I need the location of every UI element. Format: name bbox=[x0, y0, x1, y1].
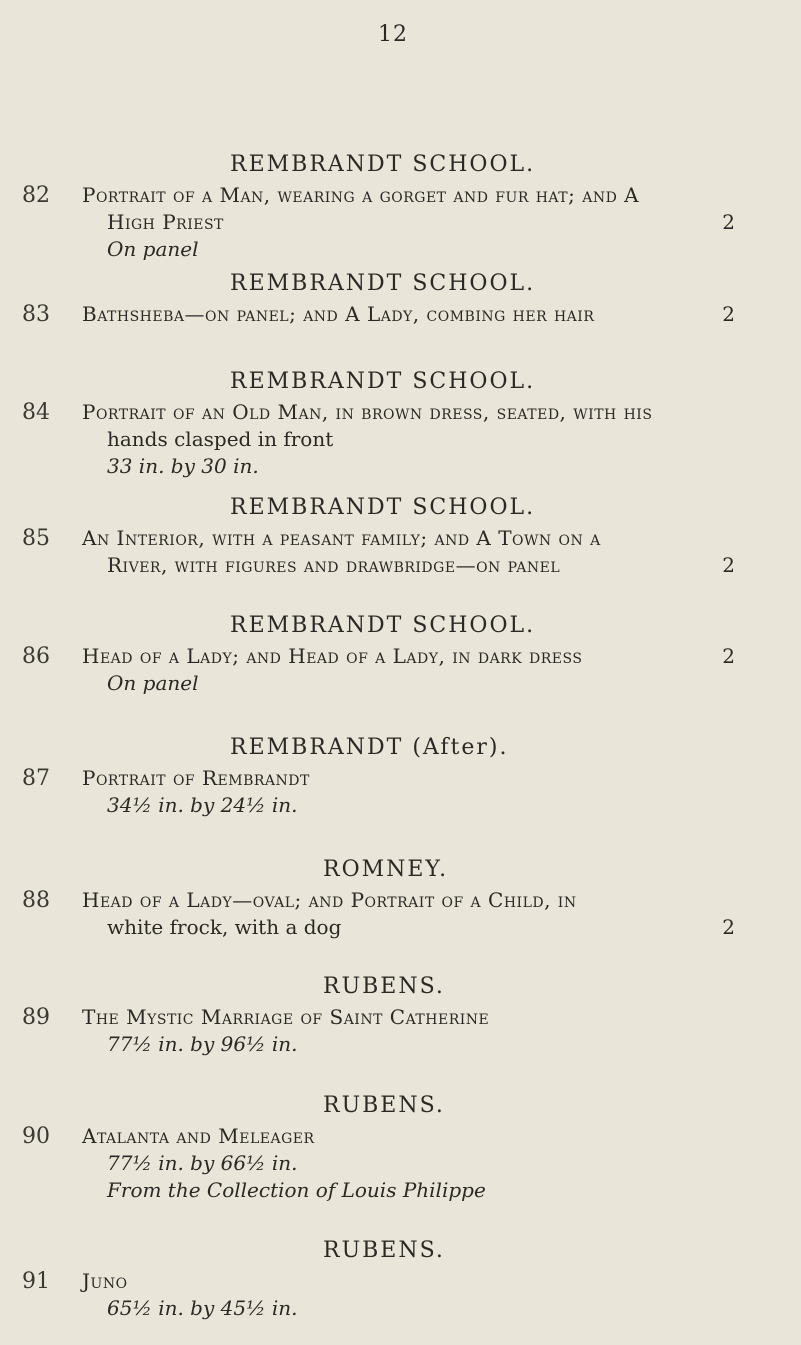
lot-number: 87 bbox=[22, 766, 50, 791]
lot-title: Bathsheba—on panel; and A Lady, combing her hair bbox=[82, 302, 595, 326]
lot-title-continued: River, with figures and drawbridge—on panel bbox=[107, 553, 561, 577]
lot-number: 91 bbox=[22, 1269, 50, 1294]
lot-quantity: 2 bbox=[722, 915, 735, 939]
lot-number: 85 bbox=[22, 526, 50, 551]
lot-title: Head of a Lady; and Head of a Lady, in dark dress bbox=[82, 644, 583, 668]
lot-number: 90 bbox=[22, 1124, 50, 1149]
lot-dimensions: 77½ in. by 66½ in. bbox=[107, 1151, 298, 1175]
lot-number: 82 bbox=[22, 183, 50, 208]
lot-title: Portrait of an Old Man, in brown dress, seated, with his bbox=[82, 400, 653, 424]
lot-title-continued: white frock, with a dog bbox=[107, 915, 342, 939]
lot-dimensions: 77½ in. by 96½ in. bbox=[107, 1032, 298, 1056]
lot-title: Head of a Lady—oval; and Portrait of a Child, in bbox=[82, 888, 577, 912]
artist-heading: RUBENS. bbox=[323, 974, 445, 999]
lot-quantity: 2 bbox=[722, 210, 735, 234]
lot-detail: On panel bbox=[107, 237, 199, 261]
lot-number: 83 bbox=[22, 302, 50, 327]
lot-title: Atalanta and Meleager bbox=[82, 1124, 315, 1148]
artist-heading: REMBRANDT SCHOOL. bbox=[230, 271, 536, 296]
lot-title-continued: hands clasped in front bbox=[107, 427, 334, 451]
lot-quantity: 2 bbox=[722, 644, 735, 668]
lot-provenance: From the Collection of Louis Philippe bbox=[107, 1178, 486, 1202]
lot-title: Portrait of a Man, wearing a gorget and fur hat; and A bbox=[82, 183, 640, 207]
lot-quantity: 2 bbox=[722, 302, 735, 326]
lot-title: Portrait of Rembrandt bbox=[82, 766, 310, 790]
page-number: 12 bbox=[378, 22, 408, 47]
lot-detail: On panel bbox=[107, 671, 199, 695]
lot-number: 84 bbox=[22, 400, 50, 425]
artist-heading: REMBRANDT SCHOOL. bbox=[230, 369, 536, 394]
lot-dimensions: 33 in. by 30 in. bbox=[107, 454, 259, 478]
lot-dimensions: 65½ in. by 45½ in. bbox=[107, 1296, 298, 1320]
artist-heading: ROMNEY. bbox=[323, 857, 449, 882]
lot-dimensions: 34½ in. by 24½ in. bbox=[107, 793, 298, 817]
artist-heading: REMBRANDT SCHOOL. bbox=[230, 152, 536, 177]
artist-heading: REMBRANDT SCHOOL. bbox=[230, 495, 536, 520]
lot-number: 89 bbox=[22, 1005, 50, 1030]
lot-title: Juno bbox=[82, 1269, 128, 1293]
lot-quantity: 2 bbox=[722, 553, 735, 577]
lot-number: 88 bbox=[22, 888, 50, 913]
lot-number: 86 bbox=[22, 644, 50, 669]
lot-title: An Interior, with a peasant family; and A Town on a bbox=[82, 526, 601, 550]
lot-title: The Mystic Marriage of Saint Catherine bbox=[82, 1005, 490, 1029]
lot-title-continued: High Priest bbox=[107, 210, 224, 234]
artist-heading: RUBENS. bbox=[323, 1093, 445, 1118]
artist-heading: REMBRANDT (After). bbox=[230, 735, 509, 760]
artist-heading: RUBENS. bbox=[323, 1238, 445, 1263]
artist-heading: REMBRANDT SCHOOL. bbox=[230, 613, 536, 638]
